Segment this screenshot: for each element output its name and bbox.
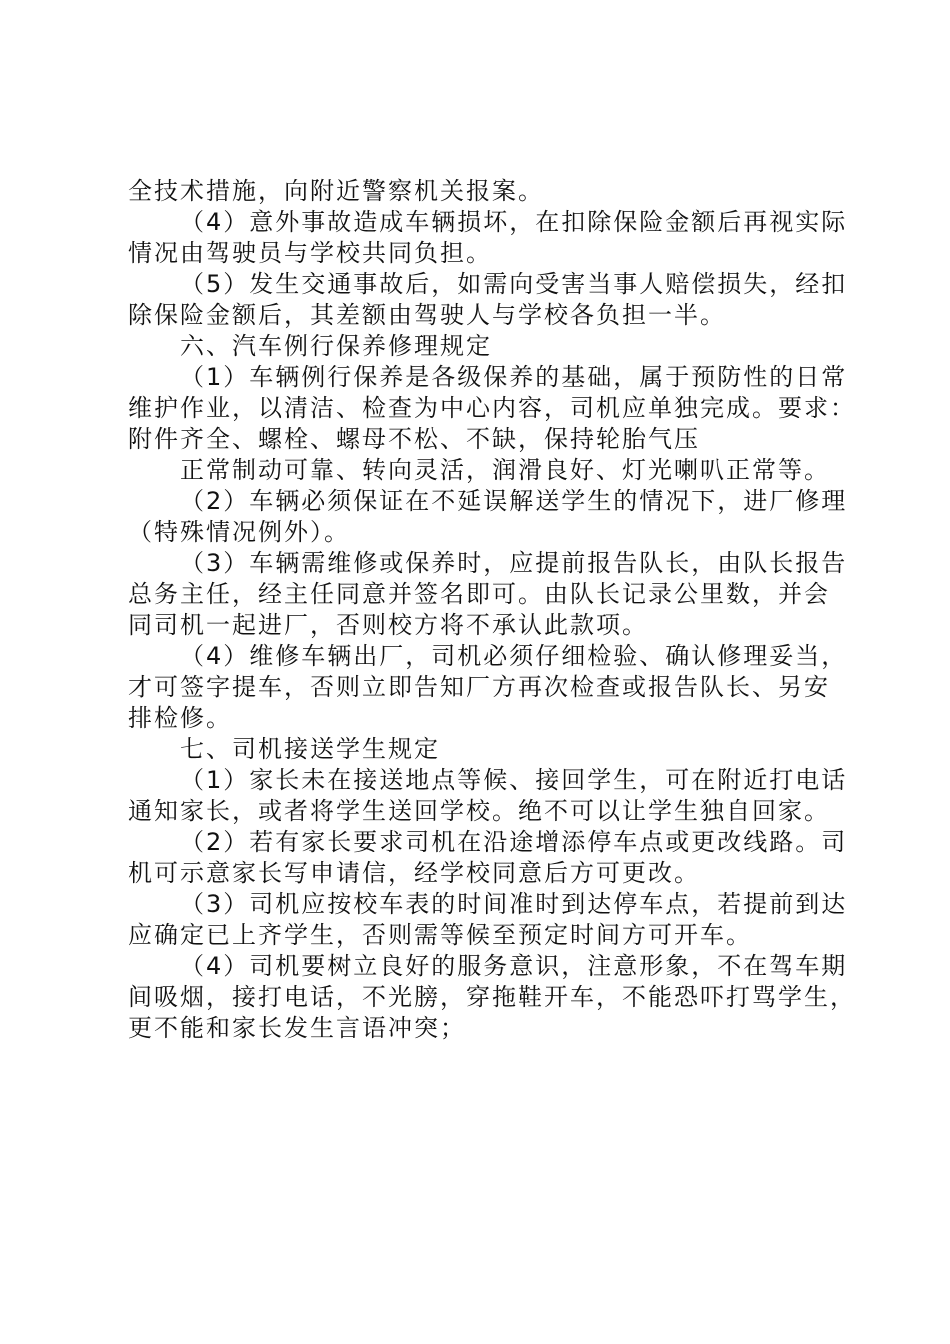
text-line: 全技术措施，向附近警察机关报案。 [128,177,544,205]
text-line: 应确定已上齐学生，否则需等候至预定时间方可开车。 [128,921,752,949]
text-line: 机可示意家长写申请信，经学校同意后方可更改。 [128,859,700,887]
text-line: （3）车辆需维修或保养时，应提前报告队长，由队长报告 [180,549,848,577]
text-line: （2）若有家长要求司机在沿途增添停车点或更改线路。司 [180,828,848,856]
text-line: （4）意外事故造成车辆损坏，在扣除保险金额后再视实际 [180,208,848,236]
text-line: 维护作业，以清洁、检查为中心内容，司机应单独完成。要求： [128,394,856,422]
text-line: 更不能和家长发生言语冲突； [128,1014,466,1042]
text-line: （1）家长未在接送地点等候、接回学生，可在附近打电话 [180,766,848,794]
text-line: （特殊情况例外）。 [128,518,350,546]
text-line: 通知家长，或者将学生送回学校。绝不可以让学生独自回家。 [128,797,830,825]
section-heading: 七、司机接送学生规定 [180,735,440,763]
text-line: （4）维修车辆出厂，司机必须仔细检验、确认修理妥当， [180,642,848,670]
text-line: 才可签字提车，否则立即告知厂方再次检查或报告队长、另安 [128,673,830,701]
text-line: 总务主任，经主任同意并签名即可。由队长记录公里数，并会 [128,580,830,608]
text-line: 同司机一起进厂，否则校方将不承认此款项。 [128,611,648,639]
text-line: （2）车辆必须保证在不延误解送学生的情况下，进厂修理 [180,487,848,515]
text-line: 排检修。 [128,704,232,732]
text-line: 附件齐全、螺栓、螺母不松、不缺，保持轮胎气压 [128,425,700,453]
text-line: 间吸烟，接打电话，不光膀，穿拖鞋开车，不能恐吓打骂学生， [128,983,856,1011]
text-line: （1）车辆例行保养是各级保养的基础，属于预防性的日常 [180,363,848,391]
text-line: （3）司机应按校车表的时间准时到达停车点，若提前到达 [180,890,848,918]
text-line: 除保险金额后，其差额由驾驶人与学校各负担一半。 [128,301,726,329]
section-heading: 六、汽车例行保养修理规定 [180,332,492,360]
text-line: 正常制动可靠、转向灵活，润滑良好、灯光喇叭正常等。 [180,456,830,484]
text-line: （5）发生交通事故后，如需向受害当事人赔偿损失，经扣 [180,270,848,298]
text-line: 情况由驾驶员与学校共同负担。 [128,239,492,267]
text-line: （4）司机要树立良好的服务意识，注意形象，不在驾车期 [180,952,848,980]
